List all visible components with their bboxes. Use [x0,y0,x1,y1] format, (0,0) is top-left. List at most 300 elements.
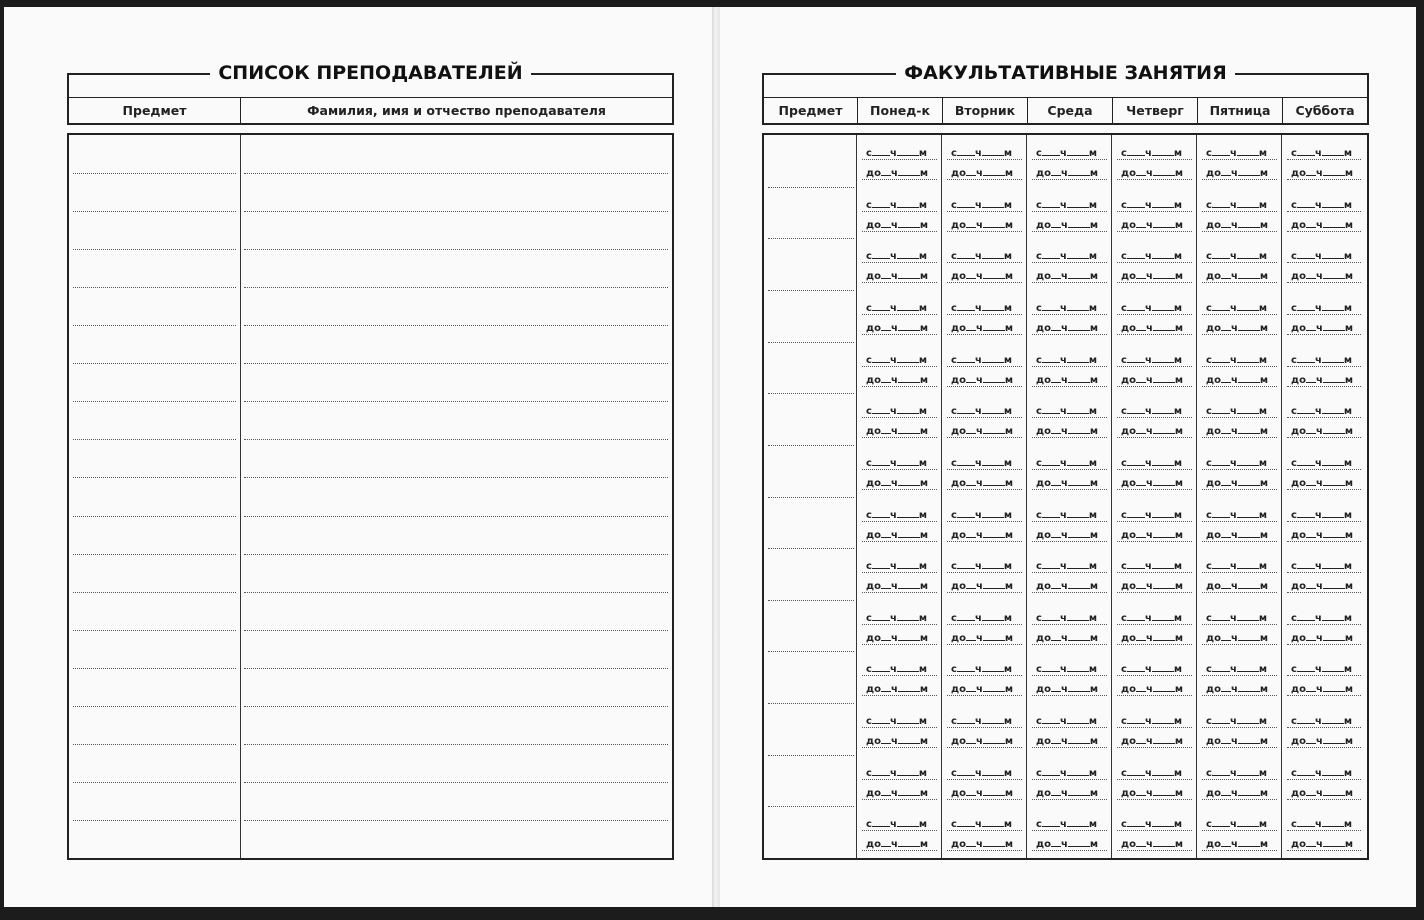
time-slot-field[interactable]: с ч м [1036,507,1105,522]
teachers-row-line [244,477,668,478]
time-slot-field[interactable]: до ч м [1121,320,1190,335]
time-slot-line [862,779,937,780]
time-slot-line [1202,417,1277,418]
time-slot-line [1117,179,1192,180]
time-slot-line [862,799,937,800]
time-slot-field[interactable]: до ч м [866,165,935,180]
time-slot-field[interactable]: до ч м [951,630,1020,645]
time-slot-field[interactable]: до ч м [1036,785,1105,800]
time-slot-field[interactable]: до ч м [1121,268,1190,283]
time-slot-line [1117,231,1192,232]
time-slot-field[interactable]: до ч м [1206,733,1275,748]
time-slot-line [1287,541,1361,542]
time-slot-line [1287,850,1361,851]
time-slot-field[interactable]: до ч м [1206,217,1275,232]
electives-row-line [768,238,854,239]
time-slot-field[interactable]: до ч м [1206,527,1275,542]
time-slot-field[interactable]: до ч м [951,836,1020,851]
time-slot-field[interactable]: до ч м [1291,578,1359,593]
time-slot-field[interactable]: до ч м [1291,527,1359,542]
time-slot-line [1032,779,1107,780]
time-slot-line [1287,334,1361,335]
time-slot-field[interactable]: до ч м [1206,372,1275,387]
time-slot-line [1032,437,1107,438]
time-slot-field[interactable]: до ч м [1121,681,1190,696]
time-slot-field[interactable]: до ч м [1036,681,1105,696]
time-slot-field[interactable]: с ч м [1291,661,1359,676]
time-slot-field[interactable]: до ч м [1291,165,1359,180]
time-slot-field[interactable]: с ч м [866,352,935,367]
time-slot-field[interactable]: с ч м [1036,403,1105,418]
teachers-row-line [73,325,236,326]
time-slot-field[interactable]: с ч м [951,558,1020,573]
time-slot-field[interactable]: до ч м [866,836,935,851]
time-slot-line [947,592,1022,593]
time-slot-line [947,437,1022,438]
time-slot-field[interactable]: до ч м [866,733,935,748]
time-slot-field[interactable]: до ч м [1206,681,1275,696]
time-slot-field[interactable]: до ч м [1036,836,1105,851]
teachers-row-line [73,706,236,707]
time-slot-field[interactable]: до ч м [1036,578,1105,593]
teachers-table-body [67,133,674,860]
time-slot-line [1202,211,1277,212]
time-slot-line [1032,727,1107,728]
time-slot-field[interactable]: до ч м [1291,372,1359,387]
time-slot-field[interactable]: с ч м [1121,765,1190,780]
time-slot-field[interactable]: с ч м [1206,300,1275,315]
time-slot-line [1117,282,1192,283]
time-slot-line [1117,624,1192,625]
time-slot-line [947,830,1022,831]
time-slot-field[interactable]: до ч м [1121,733,1190,748]
teachers-row-line [73,173,236,174]
time-slot-line [947,521,1022,522]
time-slot-field[interactable]: до ч м [1291,268,1359,283]
time-slot-field[interactable]: до ч м [1121,527,1190,542]
day-column-divider [1196,135,1197,858]
time-slot-line [862,366,937,367]
time-slot-field[interactable]: с ч м [1036,248,1105,263]
time-slot-field[interactable]: до ч м [951,372,1020,387]
time-slot-field[interactable]: до ч м [951,733,1020,748]
time-slot-field[interactable]: до ч м [1121,217,1190,232]
time-slot-field[interactable]: до ч м [1036,630,1105,645]
time-slot-field[interactable]: с ч м [1206,352,1275,367]
time-slot-field[interactable]: с ч м [951,352,1020,367]
time-slot-field[interactable]: до ч м [1291,320,1359,335]
time-slot-line [947,489,1022,490]
time-slot-field[interactable]: до ч м [1036,733,1105,748]
time-slot-field[interactable]: с ч м [1121,300,1190,315]
time-slot-field[interactable]: до ч м [1206,320,1275,335]
teachers-row-line [244,325,668,326]
time-slot-field[interactable]: до ч м [951,578,1020,593]
time-slot-field[interactable]: с ч м [1206,248,1275,263]
time-slot-line [1117,830,1192,831]
time-slot-line [862,624,937,625]
time-slot-field[interactable]: до ч м [866,372,935,387]
time-slot-field[interactable]: с ч м [1206,403,1275,418]
time-slot-line [1032,830,1107,831]
time-slot-line [1032,334,1107,335]
time-slot-field[interactable]: с ч м [951,816,1020,831]
time-slot-line [947,282,1022,283]
time-slot-line [1117,572,1192,573]
header-col-0: Предмет [764,98,858,123]
time-slot-field[interactable]: с ч м [1121,403,1190,418]
teachers-row-line [244,516,668,517]
time-slot-line [1287,830,1361,831]
time-slot-field[interactable]: с ч м [1121,816,1190,831]
time-slot-field[interactable]: с ч м [866,713,935,728]
time-slot-field[interactable]: с ч м [1206,507,1275,522]
electives-row-line [768,393,854,394]
time-slot-line [862,231,937,232]
time-slot-field[interactable]: до ч м [951,320,1020,335]
time-slot-field[interactable]: до ч м [1121,785,1190,800]
time-slot-field[interactable]: с ч м [1206,197,1275,212]
time-slot-line [1202,282,1277,283]
time-slot-field[interactable]: с ч м [866,765,935,780]
time-slot-field[interactable]: до ч м [866,630,935,645]
teachers-row-line [73,554,236,555]
time-slot-field[interactable]: с ч м [1121,197,1190,212]
time-slot-line [1287,727,1361,728]
time-slot-field[interactable]: до ч м [1291,217,1359,232]
time-slot-field[interactable]: до ч м [1291,423,1359,438]
time-slot-field[interactable]: до ч м [951,527,1020,542]
header-col-4: Четверг [1113,98,1198,123]
day-column-divider [1026,135,1027,858]
time-slot-field[interactable]: с ч м [866,197,935,212]
time-slot-field[interactable]: с ч м [866,507,935,522]
day-column-divider [1281,135,1282,858]
time-slot-line [1287,747,1361,748]
time-slot-field[interactable]: с ч м [866,610,935,625]
time-slot-field[interactable]: до ч м [1291,475,1359,490]
time-slot-field[interactable]: с ч м [951,713,1020,728]
time-slot-line [1032,282,1107,283]
time-slot-line [862,417,937,418]
time-slot-line [1202,521,1277,522]
time-slot-field[interactable]: с ч м [1291,765,1359,780]
time-slot-field[interactable]: с ч м [1291,558,1359,573]
time-slot-field[interactable]: до ч м [1206,423,1275,438]
teachers-row-line [73,820,236,821]
time-slot-field[interactable]: с ч м [1121,713,1190,728]
time-slot-field[interactable]: с ч м [866,403,935,418]
header-col-5: Пятница [1198,98,1283,123]
day-column-divider [856,135,857,858]
time-slot-line [1287,417,1361,418]
time-slot-line [862,469,937,470]
time-slot-field[interactable]: до ч м [1206,836,1275,851]
time-slot-field[interactable]: с ч м [1291,145,1359,160]
time-slot-field[interactable]: до ч м [1206,785,1275,800]
time-slot-line [1117,469,1192,470]
time-slot-line [862,282,937,283]
time-slot-line [1032,489,1107,490]
time-slot-field[interactable]: с ч м [1036,558,1105,573]
time-slot-field[interactable]: до ч м [1121,475,1190,490]
teachers-row-line [73,401,236,402]
time-slot-field[interactable]: до ч м [951,475,1020,490]
time-slot-line [862,179,937,180]
time-slot-field[interactable]: до ч м [1206,475,1275,490]
time-slot-line [1202,334,1277,335]
time-slot-field[interactable]: с ч м [1121,558,1190,573]
time-slot-field[interactable]: до ч м [1206,165,1275,180]
electives-row-line [768,497,854,498]
time-slot-line [1032,262,1107,263]
time-slot-field[interactable]: до ч м [866,681,935,696]
time-slot-field[interactable]: до ч м [1206,268,1275,283]
time-slot-field[interactable]: до ч м [1291,733,1359,748]
time-slot-field[interactable]: до ч м [1036,217,1105,232]
time-slot-field[interactable]: с ч м [1036,145,1105,160]
time-slot-line [1287,386,1361,387]
time-slot-field[interactable]: с ч м [1291,197,1359,212]
time-slot-field[interactable]: с ч м [1036,300,1105,315]
time-slot-line [947,231,1022,232]
time-slot-field[interactable]: с ч м [1121,455,1190,470]
time-slot-field[interactable]: с ч м [1206,765,1275,780]
time-slot-field[interactable]: до ч м [951,217,1020,232]
time-slot-line [862,437,937,438]
time-slot-field[interactable]: до ч м [866,527,935,542]
header-teacher-name: Фамилия, имя и отчество преподавателя [307,103,606,118]
time-slot-field[interactable]: до ч м [951,165,1020,180]
time-slot-field[interactable]: до ч м [951,268,1020,283]
time-slot-line [1117,386,1192,387]
time-slot-field[interactable]: до ч м [951,681,1020,696]
time-slot-line [1202,541,1277,542]
time-slot-line [1117,211,1192,212]
time-slot-field[interactable]: с ч м [1206,661,1275,676]
electives-row-line [768,600,854,601]
time-slot-field[interactable]: до ч м [1036,423,1105,438]
time-slot-field[interactable]: с ч м [866,661,935,676]
time-slot-field[interactable]: до ч м [1291,836,1359,851]
time-slot-line [947,159,1022,160]
time-slot-field[interactable]: до ч м [866,785,935,800]
time-slot-line [947,799,1022,800]
teachers-header-row [67,97,674,125]
time-slot-field[interactable]: с ч м [866,300,935,315]
teachers-row-line [73,287,236,288]
time-slot-line [1287,231,1361,232]
time-slot-field[interactable]: с ч м [951,610,1020,625]
teachers-row-line [244,668,668,669]
time-slot-field[interactable]: с ч м [866,558,935,573]
electives-row-line [768,806,854,807]
time-slot-field[interactable]: с ч м [1291,455,1359,470]
time-slot-field[interactable]: с ч м [1291,352,1359,367]
time-slot-field[interactable]: до ч м [1036,372,1105,387]
time-slot-line [862,830,937,831]
time-slot-line [947,179,1022,180]
time-slot-field[interactable]: до ч м [866,217,935,232]
teachers-row-line [73,668,236,669]
time-slot-line [1287,282,1361,283]
time-slot-line [862,695,937,696]
time-slot-field[interactable]: с ч м [1036,661,1105,676]
time-slot-field[interactable]: с ч м [1206,145,1275,160]
time-slot-field[interactable]: с ч м [1206,455,1275,470]
time-slot-field[interactable]: с ч м [1036,713,1105,728]
time-slot-line [1117,262,1192,263]
teachers-row-line [73,363,236,364]
header-col-1: Понед-к [858,98,943,123]
time-slot-field[interactable]: до ч м [1036,475,1105,490]
time-slot-line [1287,779,1361,780]
time-slot-line [947,334,1022,335]
time-slot-field[interactable]: с ч м [1121,661,1190,676]
time-slot-field[interactable]: с ч м [951,248,1020,263]
time-slot-line [1117,644,1192,645]
time-slot-line [947,644,1022,645]
teachers-row-line [244,249,668,250]
time-slot-field[interactable]: с ч м [951,455,1020,470]
time-slot-field[interactable]: с ч м [1121,145,1190,160]
time-slot-field[interactable]: с ч м [1036,816,1105,831]
time-slot-line [1202,695,1277,696]
teachers-row-line [73,439,236,440]
time-slot-field[interactable]: с ч м [1121,507,1190,522]
time-slot-field[interactable]: до ч м [866,320,935,335]
time-slot-field[interactable]: с ч м [1036,352,1105,367]
teachers-row-line [244,706,668,707]
time-slot-field[interactable]: с ч м [1291,248,1359,263]
time-slot-line [947,695,1022,696]
time-slot-line [1287,521,1361,522]
time-slot-line [1117,695,1192,696]
time-slot-field[interactable]: до ч м [1036,268,1105,283]
time-slot-field[interactable]: с ч м [1036,455,1105,470]
time-slot-field[interactable]: с ч м [1291,507,1359,522]
time-slot-line [1287,489,1361,490]
time-slot-field[interactable]: с ч м [951,197,1020,212]
time-slot-line [1287,211,1361,212]
time-slot-field[interactable]: с ч м [951,765,1020,780]
time-slot-line [1287,572,1361,573]
time-slot-line [862,521,937,522]
time-slot-field[interactable]: с ч м [1121,352,1190,367]
teachers-row-line [73,249,236,250]
time-slot-field[interactable]: с ч м [1036,197,1105,212]
time-slot-line [1202,179,1277,180]
teachers-row-line [73,211,236,212]
time-slot-line [1117,437,1192,438]
time-slot-field[interactable]: до ч м [1121,630,1190,645]
time-slot-field[interactable]: до ч м [1121,423,1190,438]
time-slot-field[interactable]: с ч м [951,145,1020,160]
time-slot-field[interactable]: с ч м [1206,816,1275,831]
time-slot-line [1117,489,1192,490]
time-slot-field[interactable]: до ч м [1121,836,1190,851]
time-slot-line [1202,592,1277,593]
time-slot-field[interactable]: до ч м [1291,630,1359,645]
teachers-row-line [244,820,668,821]
time-slot-line [1202,469,1277,470]
time-slot-line [1032,541,1107,542]
time-slot-field[interactable]: с ч м [1036,610,1105,625]
time-slot-field[interactable]: с ч м [1291,403,1359,418]
time-slot-field[interactable]: до ч м [951,423,1020,438]
time-slot-line [1032,231,1107,232]
time-slot-field[interactable]: с ч м [1291,713,1359,728]
time-slot-field[interactable]: с ч м [951,403,1020,418]
header-col-3: Среда [1028,98,1113,123]
time-slot-field[interactable]: до ч м [866,475,935,490]
time-slot-line [1032,469,1107,470]
time-slot-field[interactable]: до ч м [1121,372,1190,387]
time-slot-field[interactable]: до ч м [1291,681,1359,696]
time-slot-field[interactable]: до ч м [1121,165,1190,180]
time-slot-field[interactable]: с ч м [866,816,935,831]
time-slot-field[interactable]: с ч м [1206,610,1275,625]
time-slot-field[interactable]: с ч м [951,300,1020,315]
time-slot-line [1287,366,1361,367]
time-slot-field[interactable]: до ч м [1291,785,1359,800]
time-slot-field[interactable]: до ч м [866,423,935,438]
time-slot-field[interactable]: до ч м [1121,578,1190,593]
time-slot-field[interactable]: до ч м [1036,165,1105,180]
electives-row-line [768,548,854,549]
teachers-row-line [73,477,236,478]
time-slot-line [947,779,1022,780]
time-slot-line [1287,469,1361,470]
time-slot-field[interactable]: с ч м [951,507,1020,522]
teachers-row-line [244,173,668,174]
teachers-row-line [73,516,236,517]
time-slot-field[interactable]: с ч м [1206,558,1275,573]
time-slot-field[interactable]: с ч м [866,455,935,470]
electives-row-line [768,703,854,704]
time-slot-field[interactable]: до ч м [1036,320,1105,335]
time-slot-field[interactable]: с ч м [1206,713,1275,728]
time-slot-line [862,572,937,573]
electives-header-row [762,97,1369,125]
time-slot-line [1032,314,1107,315]
teachers-row-line [244,211,668,212]
time-slot-field[interactable]: с ч м [1036,765,1105,780]
teachers-row-line [244,744,668,745]
time-slot-field[interactable]: до ч м [1036,527,1105,542]
time-slot-line [1032,675,1107,676]
time-slot-field[interactable]: с ч м [1291,610,1359,625]
time-slot-field[interactable]: с ч м [866,248,935,263]
time-slot-field[interactable]: с ч м [1121,248,1190,263]
time-slot-field[interactable]: до ч м [866,268,935,283]
time-slot-line [1117,541,1192,542]
time-slot-field[interactable]: до ч м [1206,630,1275,645]
time-slot-field[interactable]: до ч м [1206,578,1275,593]
time-slot-field[interactable]: с ч м [1291,300,1359,315]
teachers-row-line [244,630,668,631]
time-slot-line [947,386,1022,387]
electives-title: ФАКУЛЬТАТИВНЫЕ ЗАНЯТИЯ [896,62,1234,84]
time-slot-line [862,314,937,315]
time-slot-field[interactable]: с ч м [866,145,935,160]
time-slot-line [947,850,1022,851]
time-slot-field[interactable]: с ч м [1291,816,1359,831]
time-slot-field[interactable]: до ч м [951,785,1020,800]
time-slot-field[interactable]: до ч м [866,578,935,593]
time-slot-field[interactable]: с ч м [1121,610,1190,625]
time-slot-field[interactable]: с ч м [951,661,1020,676]
